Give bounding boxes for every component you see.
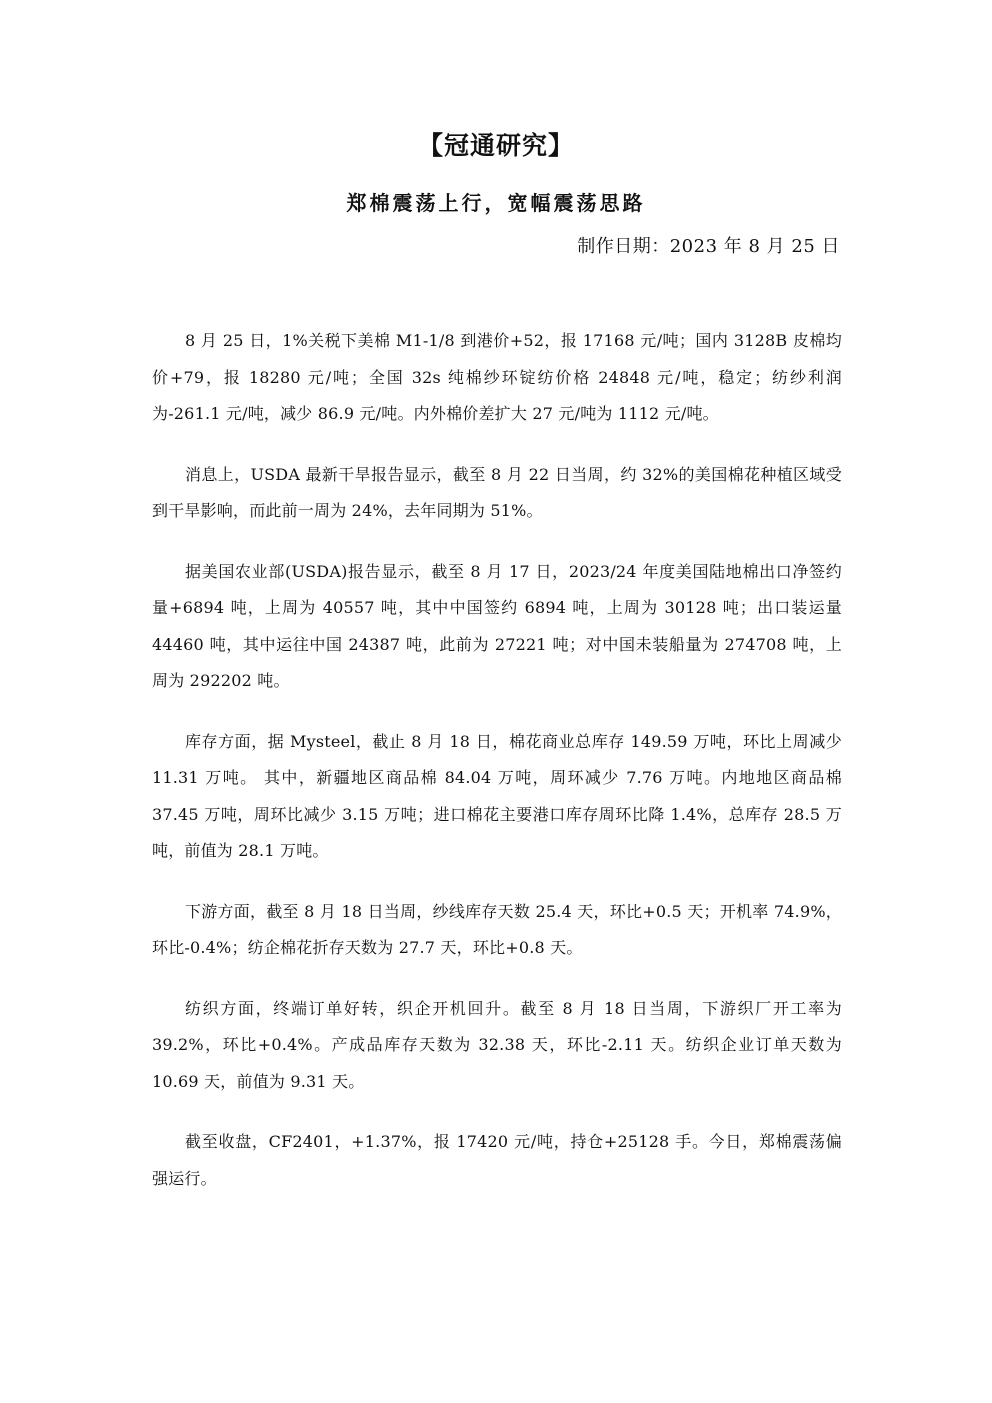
- paragraph-downstream: 下游方面，截至 8 月 18 日当周，纱线库存天数 25.4 天，环比+0.5 天；开机率 74.9%，环比-0.4%；纺企棉花折存天数为 27.7 天，环比+0.8 天。: [152, 901, 842, 957]
- report-body: [152, 323, 842, 1221]
- paragraph-usda-exports: 据美国农业部(USDA)报告显示，截至 8 月 17 日，2023/24 年度美国陆地棉出口净签约量+6894 吨，上周为 40557 吨，其中中国签约 6894 吨，上周为 30128 吨；出口装运量 44460 吨，其中运往中国 24387 吨，此前为 27221 吨；对中国未装船量为 274708 吨，上周为 292202 吨。: [152, 561, 842, 690]
- paragraph-close: 截至收盘，CF2401，+1.37%，报 17420 元/吨，持仓+25128 手。今日，郑棉震荡偏强运行。: [152, 1132, 842, 1188]
- brand-heading: 【冠通研究】: [417, 131, 574, 160]
- paragraph-inventory: 库存方面，据 Mysteel，截止 8 月 18 日，棉花商业总库存 149.59 万吨，环比上周减少 11.31 万吨。 其中，新疆地区商品棉 84.04 万吨，周环减少 7.76 万吨。内地地区商品棉 37.45 万吨，周环比减少 3.15 万吨；进口棉花主要港口库存周环比降 1.4%，总库存 28.5 万吨，前值为 28.1 万吨。: [152, 731, 842, 860]
- paragraph-weaving: 纺织方面，终端订单好转，织企开机回升。截至 8 月 18 日当周，下游织厂开工率为 39.2%，环比+0.4%。产成品库存天数为 32.38 天，环比-2.11 天。纺织企业订单天数为 10.69 天，前值为 9.31 天。: [152, 998, 842, 1091]
- paragraph-drought: 消息上，USDA 最新干旱报告显示，截至 8 月 22 日当周，约 32%的美国棉花种植区域受到干旱影响，而此前一周为 24%，去年同期为 51%。: [152, 464, 842, 520]
- report-title: 郑棉震荡上行，宽幅震荡思路: [346, 191, 646, 215]
- paragraph-prices: 8 月 25 日，1%关税下美棉 M1-1/8 到港价+52，报 17168 元/吨；国内 3128B 皮棉均价+79，报 18280 元/吨；全国 32s 纯棉纱环锭纺价格 24848 元/吨，稳定；纺纱利润为-261.1 元/吨，减少 86.9 元/吨。内外棉价差扩大 27 元/吨为 1112 元/吨。: [152, 331, 842, 423]
- report-date: 制作日期：2023 年 8 月 25 日: [577, 236, 840, 257]
